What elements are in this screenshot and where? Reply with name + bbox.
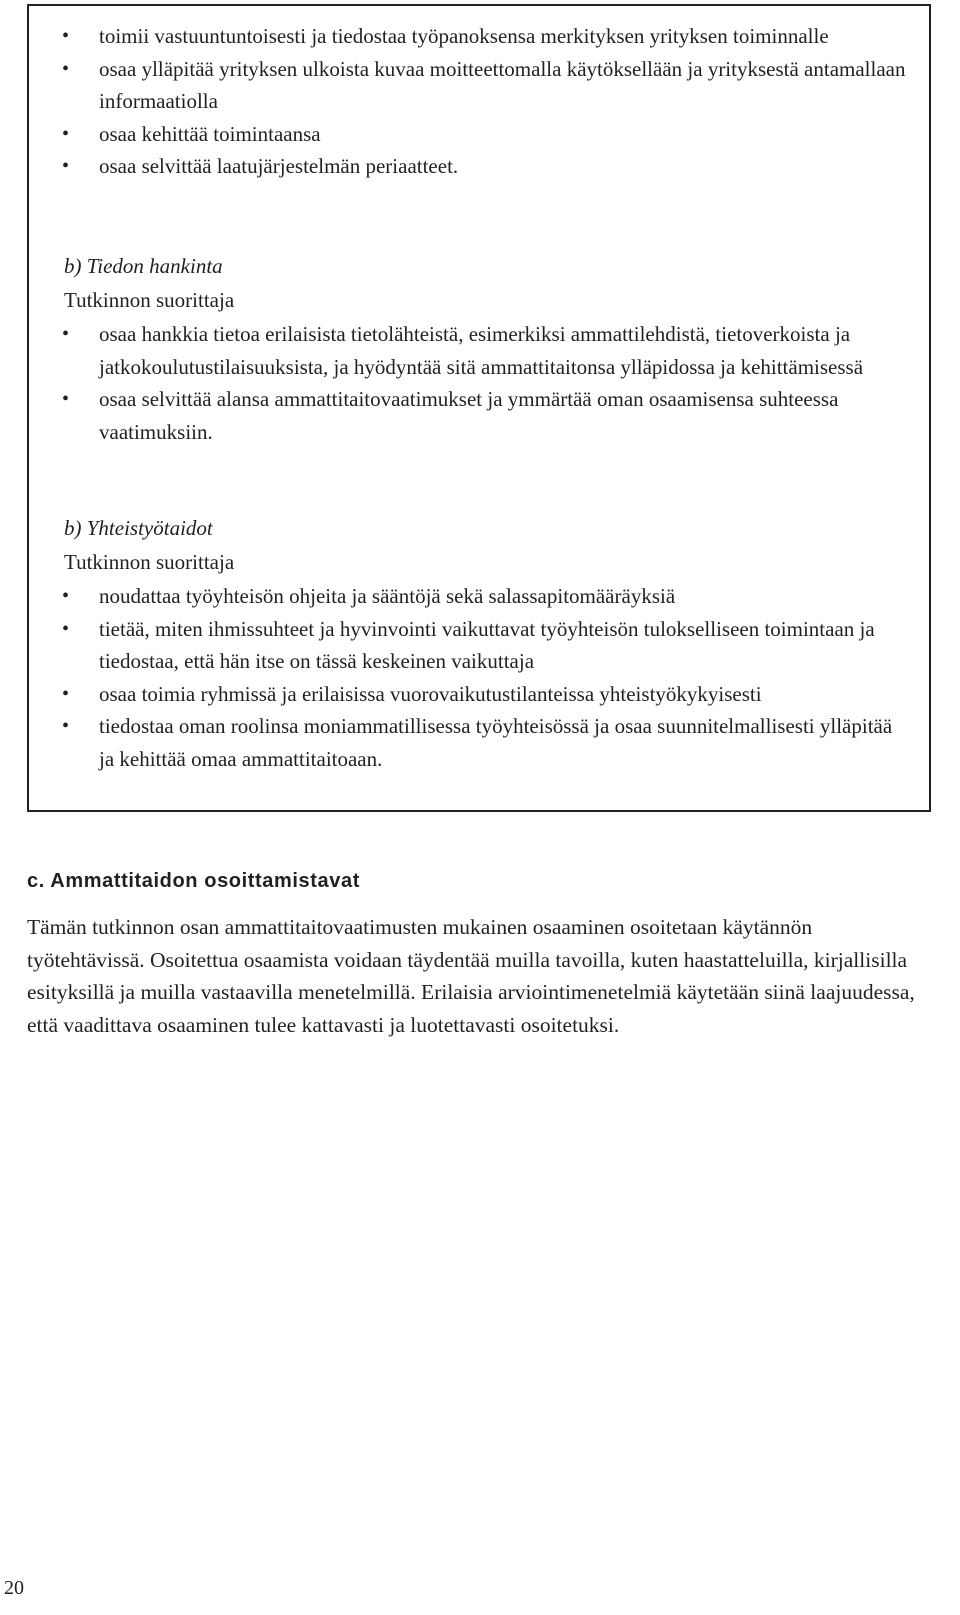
list-item: • osaa hankkia tietoa erilaisista tietolähteistä, esimerkiksi ammattilehdistä, tietoverkoista ja jatkokoulutustilaisuuksista, ja hyödyntää sitä ammattitaitonsa ylläpidossa ja kehittämisessä [29, 318, 909, 383]
list-item: • tiedostaa oman roolinsa moniammatillisessa työyhteisössä ja osaa suunnitelmallisesti ylläpitää ja kehittää omaa ammattitaitoaan. [29, 710, 909, 775]
list-item: • toimii vastuuntuntoisesti ja tiedostaa työpanoksensa merkityksen yrityksen toiminnalle [29, 20, 909, 53]
list-item: • tietää, miten ihmissuhteet ja hyvinvointi vaikuttavat työyhteisön tulokselliseen toimintaan ja tiedostaa, että hän itse on tässä keskeinen vaikuttaja [29, 613, 909, 678]
list-item: • osaa selvittää laatujärjestelmän periaatteet. [29, 150, 909, 183]
section-subtitle: Tutkinnon suorittaja [64, 550, 235, 574]
section-heading-c: c. Ammattitaidon osoittamistavat [27, 870, 360, 892]
section-label-tiedon-hankinta: b) Tiedon hankinta [64, 254, 223, 278]
list-item: • osaa selvittää alansa ammattitaitovaatimukset ja ymmärtää oman osaamisensa suhteessa vaatimuksiin. [29, 383, 909, 448]
page-number: 20 [4, 1577, 24, 1599]
list-item: • noudattaa työyhteisön ohjeita ja sääntöjä sekä salassapitomääräyksiä [29, 580, 909, 613]
body-paragraph: Tämän tutkinnon osan ammattitaitovaatimusten mukainen osaaminen osoitetaan käytännön työtehtävissä. Osoitettua osaamista voidaan täydentää muilla tavoilla, kuten haastatteluilla, kirjallisilla esityksillä ja muilla vastaavilla menetelmillä. Erilaisia arviointimenetelmiä käytetään siinä laajuudessa, että vaadittava osaaminen tulee kattavasti ja luotettavasti osoitetuksi. [27, 915, 915, 1037]
section-label-yhteistyotaidot: b) Yhteistyötaidot [64, 516, 213, 540]
list-item: • osaa kehittää toimintaansa [29, 118, 909, 151]
requirements-box [27, 4, 931, 812]
bullet-list-tiedon-hankinta [29, 318, 909, 448]
section-subtitle: Tutkinnon suorittaja [64, 288, 235, 312]
bullet-list-yhteistyotaidot [29, 580, 909, 775]
list-item: • osaa ylläpitää yrityksen ulkoista kuvaa moitteettomalla käytöksellään ja yrityksestä antamallaan informaatiolla [29, 53, 909, 118]
list-item: • osaa toimia ryhmissä ja erilaisissa vuorovaikutustilanteissa yhteistyökykyisesti [29, 678, 909, 711]
bullet-list-general [29, 20, 909, 183]
